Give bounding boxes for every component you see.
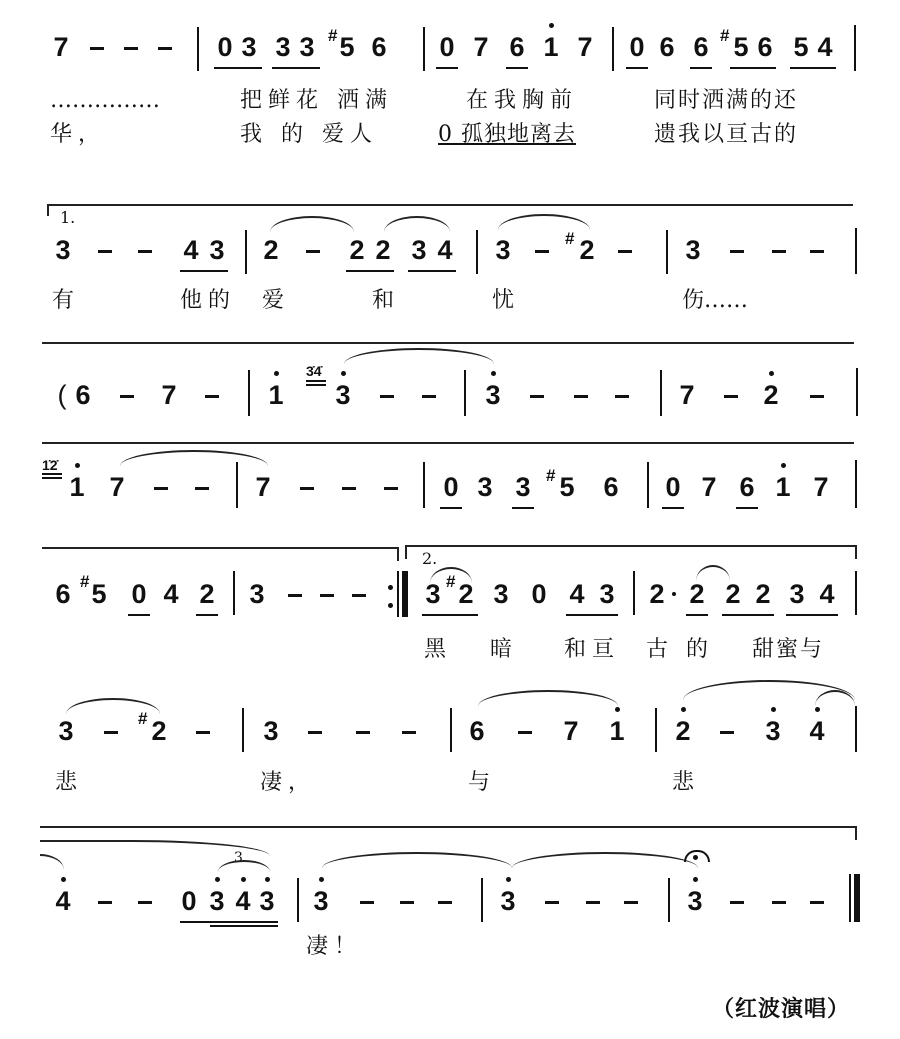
note: 3 xyxy=(332,380,354,410)
dash xyxy=(730,901,744,904)
note: ( xyxy=(57,380,67,410)
bracket-tick xyxy=(47,204,49,216)
beam-underline xyxy=(506,67,528,69)
lyric: 和亘 xyxy=(564,637,621,662)
dash xyxy=(342,487,356,490)
dash xyxy=(402,731,416,734)
note: 1 xyxy=(540,32,562,62)
note: 4 xyxy=(569,579,585,609)
barline xyxy=(423,27,425,71)
dash xyxy=(810,901,824,904)
barline xyxy=(612,27,614,71)
beam-underline xyxy=(790,67,836,69)
grace-notes: 1̇2̇ xyxy=(42,457,58,473)
bracket-line xyxy=(40,826,856,828)
dash xyxy=(104,731,118,734)
lyric: 与 xyxy=(468,770,497,795)
barline xyxy=(660,370,662,416)
dash xyxy=(158,47,172,50)
beam-underline xyxy=(736,507,758,509)
dash xyxy=(300,487,314,490)
note: 3 xyxy=(249,579,265,609)
singer-credit: （红波演唱） xyxy=(712,996,851,1022)
lyric: 同时洒满的还 xyxy=(654,88,799,113)
beam-underline xyxy=(422,614,478,616)
note: 3 xyxy=(241,32,257,62)
barline xyxy=(423,462,425,508)
note: 3 xyxy=(58,716,74,746)
note: 6 xyxy=(55,579,71,609)
dash xyxy=(360,901,374,904)
barline xyxy=(668,878,670,922)
note: 2 xyxy=(649,579,665,609)
dash xyxy=(720,731,734,734)
note: 5 xyxy=(339,32,355,62)
slur xyxy=(322,852,512,868)
beam-underline xyxy=(210,925,278,927)
note: 3 xyxy=(482,380,504,410)
dash xyxy=(352,594,366,597)
lyric: 凄， xyxy=(260,770,317,795)
volta-label: 2. xyxy=(422,549,438,568)
lyric: 他的 xyxy=(180,288,237,313)
beam-underline xyxy=(214,67,262,69)
beam-underline xyxy=(730,67,776,69)
note: 4 xyxy=(819,579,835,609)
barline xyxy=(647,462,649,508)
barline xyxy=(297,878,299,922)
barline-thick xyxy=(402,571,408,617)
slur xyxy=(218,860,270,872)
note: 0 xyxy=(665,472,681,502)
lyric: 甜蜜与 xyxy=(752,637,825,662)
note: 3 xyxy=(299,32,315,62)
barline xyxy=(856,368,858,416)
bracket-line xyxy=(42,547,398,549)
note: 4 xyxy=(52,886,74,916)
system-7 xyxy=(0,810,900,960)
lyric: …………… xyxy=(50,88,160,113)
note: 3 xyxy=(515,472,531,502)
dash xyxy=(154,487,168,490)
dash xyxy=(810,250,824,253)
system-4 xyxy=(0,430,900,530)
note: 3 xyxy=(477,472,493,502)
lyric: 0 孤独地离去 xyxy=(438,122,576,147)
beam-underline xyxy=(436,67,458,69)
dot xyxy=(388,603,393,608)
beam-underline xyxy=(722,614,774,616)
beam-underline xyxy=(180,921,278,923)
barline xyxy=(855,228,857,274)
bracket-line xyxy=(42,442,854,444)
barline xyxy=(854,25,856,71)
note: 7 xyxy=(53,32,69,62)
slur xyxy=(40,854,64,870)
note: 3 xyxy=(789,579,805,609)
note: 1 xyxy=(772,472,794,502)
note: 4 xyxy=(163,579,179,609)
lyric: 古 xyxy=(646,637,675,662)
volta-bracket xyxy=(47,204,853,206)
beam-underline xyxy=(306,380,326,382)
note: 2 xyxy=(263,235,279,265)
note: 3 xyxy=(411,235,427,265)
dash xyxy=(380,395,394,398)
note: 7 xyxy=(563,716,579,746)
barline xyxy=(197,27,199,71)
dash xyxy=(724,395,738,398)
note: 3 xyxy=(425,579,441,609)
dash xyxy=(574,395,588,398)
system-5 xyxy=(0,535,900,665)
barline xyxy=(855,571,857,615)
slur xyxy=(270,216,354,232)
barline xyxy=(248,370,250,416)
note: 3 xyxy=(685,235,701,265)
note: 1 xyxy=(66,472,88,502)
sharp-icon: # xyxy=(546,466,556,485)
note: 7 xyxy=(701,472,717,502)
dash xyxy=(618,250,632,253)
barline xyxy=(855,460,857,508)
lyric: 有 xyxy=(52,288,81,313)
beam-underline xyxy=(512,507,534,509)
beam-underline xyxy=(440,507,462,509)
barline xyxy=(233,571,235,615)
note: 1 xyxy=(265,380,287,410)
beam-underline xyxy=(690,67,712,69)
dash xyxy=(545,901,559,904)
note: 0 xyxy=(629,32,645,62)
note: 6 xyxy=(371,32,387,62)
note: 7 xyxy=(161,380,177,410)
dot xyxy=(388,585,393,590)
note: 2 xyxy=(375,235,391,265)
beam-underline xyxy=(42,477,62,479)
note: 3 xyxy=(263,716,279,746)
dash xyxy=(518,731,532,734)
system-1 xyxy=(0,0,900,150)
dash xyxy=(530,395,544,398)
note: 0 xyxy=(217,32,233,62)
grace-notes: 3̇4̇ xyxy=(306,363,322,379)
note: 2 xyxy=(689,579,705,609)
barline xyxy=(397,571,399,617)
volta-label: 1. xyxy=(60,208,76,227)
slur xyxy=(384,216,450,232)
lyric: 把鲜花 洒满 xyxy=(240,88,393,113)
dash xyxy=(120,395,134,398)
lyric: 爱 xyxy=(262,288,291,313)
dash xyxy=(624,901,638,904)
triplet-mark: 3 xyxy=(234,850,243,866)
note: 0 xyxy=(443,472,459,502)
barline xyxy=(633,571,635,615)
note: 7 xyxy=(109,472,125,502)
note: 0 xyxy=(181,886,197,916)
note: 3 xyxy=(206,886,228,916)
note: 5 xyxy=(91,579,107,609)
dash xyxy=(730,250,744,253)
note: 2 xyxy=(151,716,167,746)
dash xyxy=(772,901,786,904)
note: 7 xyxy=(473,32,489,62)
note: 2 xyxy=(760,380,782,410)
lyric: 凄！ xyxy=(306,934,363,959)
beam-underline xyxy=(306,384,326,386)
system-6 xyxy=(0,670,900,800)
lyric: 我 的 爱人 xyxy=(240,122,378,147)
barline xyxy=(242,708,244,752)
dash xyxy=(535,250,549,253)
lyric: 的 xyxy=(686,637,715,662)
lyric: 伤…… xyxy=(682,288,749,313)
lyric: 悲 xyxy=(55,770,84,795)
note: 4 xyxy=(806,716,828,746)
note: 6 xyxy=(509,32,525,62)
note: 4 xyxy=(437,235,453,265)
barline-thick xyxy=(854,874,860,922)
dash xyxy=(438,901,452,904)
dash xyxy=(772,250,786,253)
note: 1 xyxy=(606,716,628,746)
note: 7 xyxy=(679,380,695,410)
barline xyxy=(245,230,247,274)
beam-underline xyxy=(346,270,394,272)
beam-underline xyxy=(180,270,228,272)
bracket-tick xyxy=(855,545,857,559)
note: 2 xyxy=(349,235,365,265)
dash xyxy=(195,487,209,490)
beam-underline xyxy=(42,473,62,475)
sharp-icon: # xyxy=(565,229,575,248)
barline xyxy=(849,874,851,922)
lyric: 悲 xyxy=(672,770,701,795)
dot xyxy=(693,855,698,860)
beam-underline xyxy=(662,507,684,509)
dash xyxy=(205,395,219,398)
barline xyxy=(655,708,657,752)
sharp-icon: # xyxy=(80,572,90,591)
beam-underline xyxy=(128,614,150,616)
system-3 xyxy=(0,330,900,430)
barline xyxy=(476,230,478,274)
note: 6 xyxy=(757,32,773,62)
lyric: 黑 xyxy=(424,637,453,662)
note: 6 xyxy=(693,32,709,62)
note: 3 xyxy=(599,579,615,609)
lyric: 忧 xyxy=(492,288,521,313)
slur xyxy=(478,690,618,706)
note: 3 xyxy=(495,235,511,265)
beam-underline xyxy=(786,614,838,616)
note: 6 xyxy=(469,716,485,746)
barline xyxy=(481,878,483,922)
sharp-icon: # xyxy=(328,26,338,45)
sharp-icon: # xyxy=(446,572,456,591)
note: 2 xyxy=(199,579,215,609)
dash xyxy=(288,594,302,597)
note: 0 xyxy=(531,579,547,609)
slur xyxy=(120,450,268,466)
barline xyxy=(236,462,238,508)
note: 3 xyxy=(310,886,332,916)
note: 3 xyxy=(55,235,71,265)
bracket-tick xyxy=(405,545,407,559)
note: 7 xyxy=(813,472,829,502)
lyric: 遗我以亘古的 xyxy=(654,122,799,147)
barline xyxy=(450,708,452,752)
beam-underline xyxy=(196,614,218,616)
dash xyxy=(384,487,398,490)
note: 2 xyxy=(458,579,474,609)
barline xyxy=(855,706,857,752)
dash xyxy=(320,594,334,597)
note: 3 xyxy=(762,716,784,746)
beam-underline xyxy=(566,614,618,616)
note: 2 xyxy=(672,716,694,746)
beam-underline xyxy=(626,67,648,69)
note: 4 xyxy=(183,235,199,265)
note: 3 xyxy=(256,886,278,916)
dash xyxy=(196,731,210,734)
bracket-tick xyxy=(397,547,399,561)
note: 5 xyxy=(733,32,749,62)
note: 6 xyxy=(75,380,91,410)
dash xyxy=(306,250,320,253)
note: 0 xyxy=(131,579,147,609)
beam-underline xyxy=(408,270,456,272)
beam-underline xyxy=(272,67,320,69)
note: 3 xyxy=(493,579,509,609)
note: 4 xyxy=(232,886,254,916)
note: 3 xyxy=(209,235,225,265)
note: 2 xyxy=(725,579,741,609)
dash xyxy=(615,395,629,398)
barline xyxy=(464,370,466,416)
note: 3 xyxy=(275,32,291,62)
note: 7 xyxy=(255,472,271,502)
note: 7 xyxy=(577,32,593,62)
dash xyxy=(422,395,436,398)
slur xyxy=(512,852,698,868)
dash xyxy=(138,901,152,904)
dash xyxy=(356,731,370,734)
system-2 xyxy=(0,190,900,320)
note: 4 xyxy=(817,32,833,62)
note: 6 xyxy=(603,472,619,502)
dash xyxy=(138,250,152,253)
dash xyxy=(308,731,322,734)
note: 5 xyxy=(793,32,809,62)
dash xyxy=(98,901,112,904)
note: 5 xyxy=(559,472,575,502)
note: 3 xyxy=(497,886,519,916)
slur xyxy=(344,348,494,364)
slur xyxy=(498,214,590,230)
dash xyxy=(124,47,138,50)
sharp-icon: # xyxy=(720,26,730,45)
note: 6 xyxy=(739,472,755,502)
dash xyxy=(810,395,824,398)
beam-underline xyxy=(686,614,708,616)
dash xyxy=(98,250,112,253)
lyric: 在我胸前 xyxy=(466,88,579,113)
note: 0 xyxy=(439,32,455,62)
note: 6 xyxy=(659,32,675,62)
note: 2 xyxy=(755,579,771,609)
note: 2 xyxy=(579,235,595,265)
lyric: 和 xyxy=(372,288,401,313)
lyric: 暗 xyxy=(490,637,519,662)
dash xyxy=(400,901,414,904)
dot xyxy=(672,592,676,596)
barline xyxy=(666,230,668,274)
bracket-tick xyxy=(855,826,857,840)
note: 3 xyxy=(684,886,706,916)
bracket-line xyxy=(42,342,854,344)
lyric: 华， xyxy=(50,122,107,147)
dash xyxy=(90,47,104,50)
sharp-icon: # xyxy=(138,709,148,728)
bracket-line xyxy=(405,545,857,547)
dash xyxy=(586,901,600,904)
